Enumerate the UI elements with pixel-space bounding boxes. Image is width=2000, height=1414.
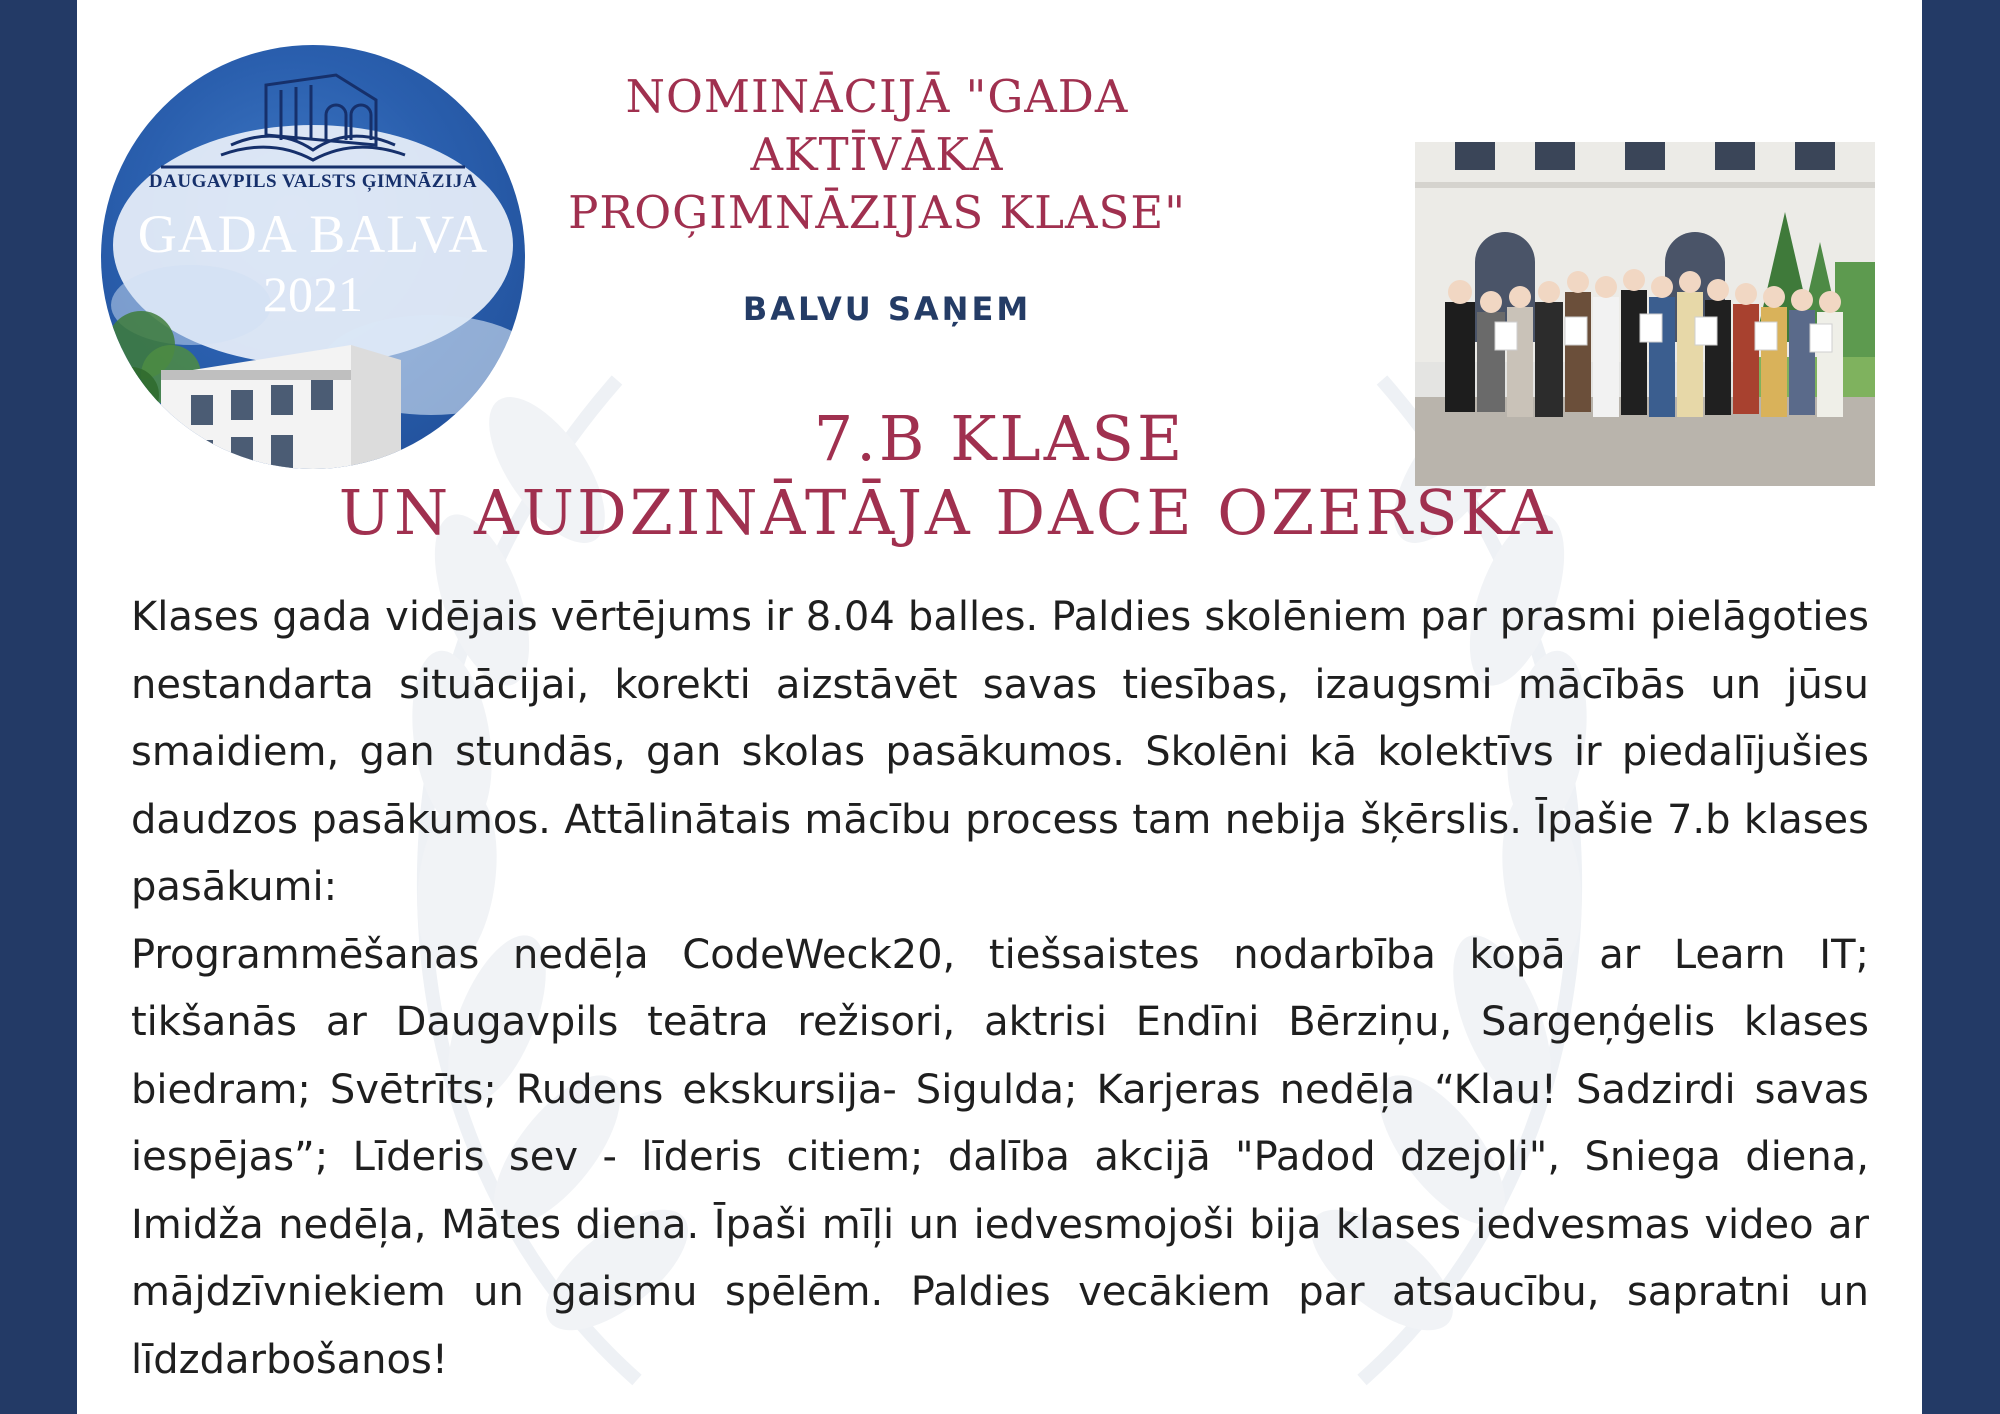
badge-year: 2021 <box>263 266 363 322</box>
nomination-line-1: NOMINĀCIJĀ "GADA AKTĪVĀKĀ <box>625 70 1129 181</box>
winner-teacher: UN AUDZINĀTĀJA DACE OZERSKA <box>338 476 1556 549</box>
description-text <box>131 584 1869 1394</box>
nomination-line-2: PROĢIMNĀZIJAS KLASE" <box>568 186 1186 239</box>
badge-title: GADA BALVA <box>137 204 489 264</box>
award-card <box>77 0 1922 1414</box>
badge-school-name: DAUGAVPILS VALSTS ĢIMNĀZIJA <box>148 171 478 192</box>
winner-class: 7.B KLASE <box>813 402 1186 475</box>
nomination-heading <box>507 68 1247 242</box>
description-paragraph-1: Klases gada vidējais vērtējums ir 8.04 balles. Paldies skolēniem par prasmi pielāgoties nestandarta situācijai, korekti aizstāvēt savas tiesības, izaugsmi mācībās un jūsu smaidiem, gan stundās, gan skolas pasākumos. Skolēni kā kolektīvs ir piedalījušies daudzos pasākumos. Attālinātais mācību process tam nebija šķērslis. Īpašie 7.b klases pasākumi: <box>131 594 1869 910</box>
description-paragraph-2: Programmēšanas nedēļa CodeWeck20, tiešsaistes nodarbība kopā ar Learn IT; tikšanās ar Daugavpils teātra režisori, aktrisi Endīni Bērziņu, Sargeņģelis klases biedram; Svētrīts; Rudens ekskursija- Sigulda; Karjeras nedēļa “Klau! Sadzirdi savas iespējas”; Līderis sev - līderis citiem; dalība akcijā "Padod dzejoli", Sniega diena, Imidža nedēļa, Mātes diena. Īpaši mīļi un iedvesmojoši bija klases iedvesmas video ar mājdzīvniekiem un gaismu spēlēm. Paldies vecākiem par atsaucību, sapratni un līdzdarbošanos! <box>131 931 1869 1383</box>
receives-label: BALVU SAŅEM <box>742 290 1032 328</box>
